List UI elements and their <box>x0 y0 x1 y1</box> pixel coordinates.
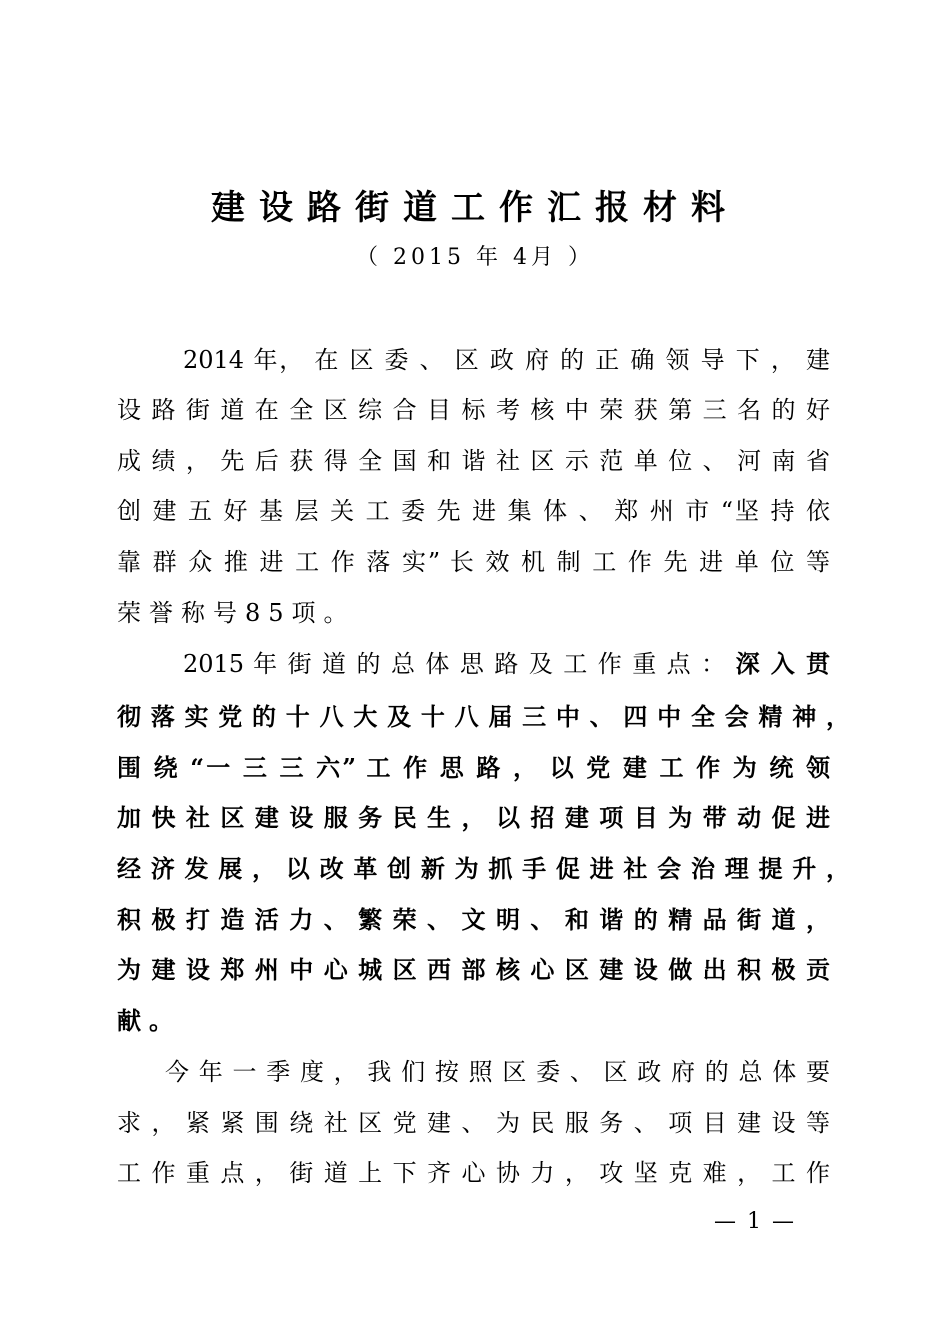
paragraph-3-line-2: 求 ， 紧 紧 围 绕 社 区 党 建 、 为 民 服 务 、 项 目 建 设 等 <box>117 1109 830 1137</box>
paragraph-2-lead-bold: 深 入 贯 <box>735 649 830 678</box>
paragraph-1-line-2: 设 路 街 道 在 全 区 综 合 目 标 考 核 中 荣 获 第 三 名 的 好 <box>117 396 830 424</box>
paragraph-1-line-1: 2014 年， 在 区 委 、 区 政 府 的 正 确 领 导 下 ， 建 <box>183 346 830 374</box>
paragraph-3-line-1: 今 年 一 季 度 ， 我 们 按 照 区 委 、 区 政 府 的 总 体 要 <box>165 1058 830 1086</box>
paragraph-3-line-3: 工 作 重 点 ， 街 道 上 下 齐 心 协 力 ， 攻 坚 克 难 ， 工 作 <box>117 1159 830 1187</box>
document-date: （ 2015 年 4月 ） <box>356 245 594 270</box>
paragraph-2-line-8: 献。 <box>117 1006 181 1035</box>
paragraph-1-line-4: 创 建 五 好 基 层 关 工 委 先 进 集 体 、 郑 州 市 “坚 持 依 <box>117 497 830 525</box>
page-number: — 1 — <box>714 1209 796 1234</box>
document-title: 建设路街道工作汇报材料 <box>211 188 739 228</box>
paragraph-2-line-3: 围 绕 “一 三 三 六” 工 作 思 路 ， 以 党 建 工 作 为 统 领 <box>117 753 830 782</box>
paragraph-2-line-5: 经 济 发 展 ， 以 改 革 创 新 为 抓 手 促 进 社 会 治 理 提 升 ， <box>117 854 850 883</box>
paragraph-2-line-7: 为 建 设 郑 州 中 心 城 区 西 部 核 心 区 建 设 做 出 积 极 贡 <box>117 955 830 984</box>
paragraph-1-line-3: 成 绩 ， 先 后 获 得 全 国 和 谐 社 区 示 范 单 位 、 河 南 省 <box>117 447 830 475</box>
paragraph-2-line-6: 积 极 打 造 活 力 、 繁 荣 、 文 明 、 和 谐 的 精 品 街 道 ， <box>117 905 830 934</box>
paragraph-2-lead: 2015 年 街 道 的 总 体 思 路 及 工 作 重 点 ： <box>183 650 727 678</box>
paragraph-2-line-1 <box>183 647 830 681</box>
paragraph-2-line-2: 彻 落 实 党 的 十 八 大 及 十 八 届 三 中 、 四 中 全 会 精 神 ， <box>117 702 850 731</box>
paragraph-1-line-5: 靠 群 众 推 进 工 作 落 实” 长 效 机 制 工 作 先 进 单 位 等 <box>117 548 830 576</box>
paragraph-2-line-4: 加 快 社 区 建 设 服 务 民 生 ， 以 招 建 项 目 为 带 动 促 进 <box>117 803 830 832</box>
paragraph-1-line-6: 荣誉称号85项。 <box>117 599 356 627</box>
